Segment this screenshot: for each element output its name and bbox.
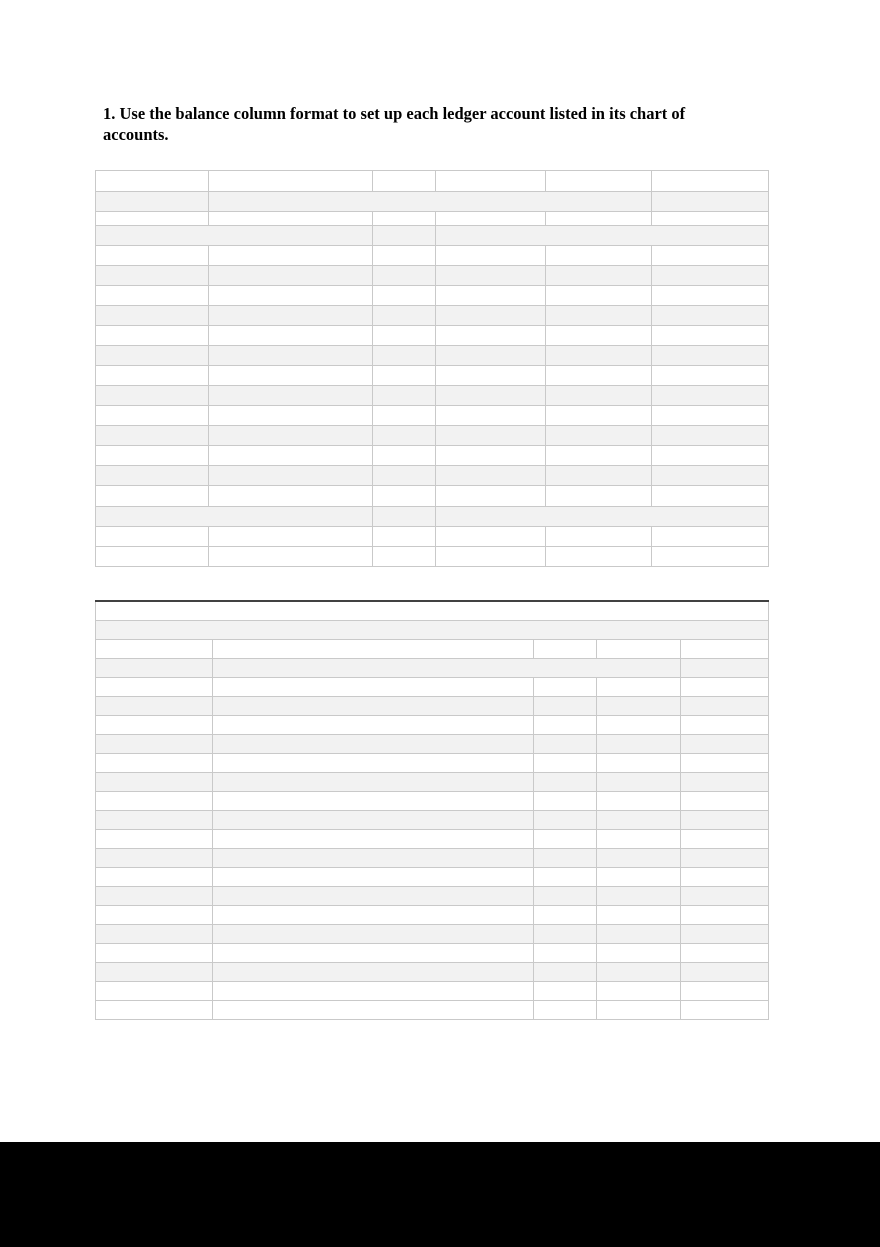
journal-cell [681,849,769,868]
cell [652,212,769,226]
task-1-heading: 1. Use the balance column format to set up each ledger account listed in its chart of accounts. [103,104,686,144]
ledger-cell [209,286,373,306]
journal-cell [597,982,681,1001]
cell [373,226,436,246]
ledger-cell [209,326,373,346]
column-header [652,527,769,547]
ledger-cell [436,326,546,346]
ledger-cell [209,426,373,446]
ledger-title-row [96,192,769,212]
ledger-cell [546,306,652,326]
cell [209,486,373,507]
journal-cell [681,811,769,830]
ledger-cell [546,426,652,446]
ledger-cell [546,406,652,426]
cell [373,486,436,507]
column-header [213,678,534,697]
journal-cell [534,811,597,830]
journal-cell [597,849,681,868]
cell [681,640,769,659]
cell [209,212,373,226]
column-header [597,678,681,697]
ledger-cell [209,386,373,406]
journal-cell [681,944,769,963]
journal-cell [213,849,534,868]
journal-cell [534,925,597,944]
cell [436,212,546,226]
journal-cell [213,830,534,849]
cell [546,171,652,192]
journal-cell [96,830,213,849]
ledger-cell [436,306,546,326]
journal-cell [681,906,769,925]
journal-data-row [96,963,769,982]
journal-cell [534,697,597,716]
journal-cell [534,849,597,868]
ledger-cell [652,446,769,466]
journal-data-row [96,697,769,716]
journal-cell [96,887,213,906]
ledger-cell [96,306,209,326]
journal-data-row [96,735,769,754]
column-header [96,527,209,547]
cell [209,466,373,486]
journal-cell [213,982,534,1001]
blank-row [96,466,769,486]
account-title-row [96,507,769,527]
journal-cell [681,792,769,811]
journal-data-row [96,754,769,773]
journal-cell [597,925,681,944]
journal-cell [213,773,534,792]
ledger-cell [373,547,436,567]
ledger-cell [96,386,209,406]
letterbox-bar [0,1142,880,1247]
ledger-cell [546,386,652,406]
ledger-cell [373,266,436,286]
cell [681,659,769,678]
journal-cell [96,925,213,944]
journal-cell [597,906,681,925]
ledger-cell [96,446,209,466]
column-header [96,246,209,266]
journal-cell [96,982,213,1001]
ledger-data-row [96,446,769,466]
ledger-data-row [96,426,769,446]
journal-data-row [96,811,769,830]
cell [546,212,652,226]
blank-row [96,171,769,192]
balance-ledger-table [95,170,769,567]
column-header [546,527,652,547]
ledger-cell [373,406,436,426]
column-header [436,527,546,547]
cell [213,1001,534,1020]
ledger-cell [652,406,769,426]
cell [96,212,209,226]
ledger-cell [546,286,652,306]
column-header-row [96,678,769,697]
column-header [436,246,546,266]
cell [534,1001,597,1020]
journal-data-row [96,868,769,887]
journal-cell [96,849,213,868]
journal-cell [96,944,213,963]
blank-row [96,640,769,659]
ledger-cell [96,346,209,366]
journal-cell [597,830,681,849]
ledger-cell [546,547,652,567]
cell [436,466,546,486]
account-name [96,507,373,527]
ledger-cell [373,446,436,466]
ledger-cell [373,366,436,386]
cell [373,466,436,486]
ledger-cell [96,366,209,386]
column-header [652,246,769,266]
general-journal-body [96,601,769,1020]
journal-cell [681,697,769,716]
ledger-cell [209,346,373,366]
column-header [546,246,652,266]
cell [96,466,209,486]
task-2-heading-line-1 [96,601,769,621]
journal-cell [681,735,769,754]
journal-cell [681,982,769,1001]
ledger-cell [546,446,652,466]
journal-cell [597,887,681,906]
journal-data-row [96,773,769,792]
ledger-data-row [96,406,769,426]
ledger-cell [209,306,373,326]
ledger-cell [436,547,546,567]
journal-cell [534,963,597,982]
journal-cell [534,735,597,754]
ledger-cell [652,366,769,386]
ledger-cell [436,286,546,306]
ledger-cell [652,326,769,346]
ledger-cell [209,366,373,386]
journal-data-row [96,792,769,811]
journal-cell [534,982,597,1001]
journal-cell [681,963,769,982]
journal-cell [534,773,597,792]
journal-cell [96,811,213,830]
cell [681,1001,769,1020]
journal-cell [534,944,597,963]
cell [373,171,436,192]
journal-cell [213,887,534,906]
journal-data-row [96,849,769,868]
cell [209,171,373,192]
ledger-cell [373,386,436,406]
ledger-cell [436,366,546,386]
journal-data-row [96,887,769,906]
journal-data-row [96,906,769,925]
ledger-data-row [96,346,769,366]
journal-title [213,659,681,678]
journal-cell [597,944,681,963]
journal-cell [96,868,213,887]
journal-cell [213,697,534,716]
journal-cell [681,773,769,792]
column-header [534,678,597,697]
column-header [681,678,769,697]
ledger-cell [652,306,769,326]
column-header-row [96,527,769,547]
journal-data-row [96,716,769,735]
journal-cell [597,716,681,735]
blank-row [96,1001,769,1020]
cell [96,486,209,507]
cell [652,171,769,192]
journal-cell [681,754,769,773]
column-header-row [96,246,769,266]
journal-cell [681,925,769,944]
journal-cell [96,735,213,754]
journal-data-row [96,944,769,963]
ledger-data-row [96,326,769,346]
ledger-data-row [96,366,769,386]
account-title-row [96,226,769,246]
journal-cell [213,811,534,830]
journal-cell [681,830,769,849]
journal-cell [597,735,681,754]
ledger-cell [652,547,769,567]
column-header [209,527,373,547]
ledger-cell [436,346,546,366]
balance-ledger-body [96,171,769,567]
ledger-cell [373,286,436,306]
cell [213,640,534,659]
ledger-cell [546,366,652,386]
journal-cell [96,792,213,811]
ledger-cell [96,286,209,306]
ledger-cell [209,266,373,286]
ledger-cell [652,426,769,446]
journal-cell [213,906,534,925]
journal-cell [213,868,534,887]
journal-cell [597,754,681,773]
cell [96,171,209,192]
column-header [373,246,436,266]
ledger-cell [546,346,652,366]
journal-cell [534,792,597,811]
ledger-data-row [96,547,769,567]
account-number [436,507,769,527]
journal-cell [213,944,534,963]
ledger-cell [373,326,436,346]
cell [96,659,213,678]
ledger-cell [436,386,546,406]
cell [96,640,213,659]
cell [96,192,209,212]
journal-cell [534,868,597,887]
journal-cell [534,906,597,925]
ledger-cell [96,426,209,446]
journal-cell [681,716,769,735]
ledger-data-row [96,266,769,286]
ledger-cell [546,266,652,286]
ledger-data-row [96,286,769,306]
journal-cell [597,697,681,716]
ledger-cell [96,547,209,567]
ledger-cell [652,266,769,286]
column-header [373,527,436,547]
journal-cell [96,906,213,925]
journal-data-row [96,925,769,944]
journal-cell [96,963,213,982]
ledger-cell [436,266,546,286]
ledger-cell [96,326,209,346]
journal-cell [96,716,213,735]
journal-cell [597,773,681,792]
cell [436,171,546,192]
cell [652,192,769,212]
journal-cell [213,716,534,735]
journal-cell [597,792,681,811]
ledger-cell [436,426,546,446]
journal-cell [96,773,213,792]
cell [597,640,681,659]
journal-cell [213,754,534,773]
journal-cell [597,963,681,982]
journal-cell [534,754,597,773]
task-2-heading-line-2 [96,621,769,640]
task-2-heading-text [96,621,769,640]
journal-cell [96,754,213,773]
column-header [96,678,213,697]
column-header [209,246,373,266]
journal-cell [534,830,597,849]
account-name [96,226,373,246]
journal-cell [213,735,534,754]
ledger-cell [209,406,373,426]
account-number [436,226,769,246]
blank-row [96,212,769,226]
cell [597,1001,681,1020]
ledger-title [209,192,652,212]
journal-title-row [96,659,769,678]
cell [546,466,652,486]
journal-data-row [96,982,769,1001]
ledger-cell [96,406,209,426]
ledger-cell [652,346,769,366]
general-journal-table [95,600,769,1020]
journal-cell [213,792,534,811]
journal-cell [534,887,597,906]
ledger-cell [652,386,769,406]
cell [96,1001,213,1020]
ledger-cell [96,266,209,286]
ledger-data-row [96,306,769,326]
journal-cell [96,697,213,716]
cell [373,212,436,226]
ledger-cell [209,446,373,466]
journal-cell [213,963,534,982]
cell [652,466,769,486]
cell [436,486,546,507]
task-2-heading-text [96,601,769,621]
ledger-cell [546,326,652,346]
journal-cell [213,925,534,944]
journal-cell [597,868,681,887]
journal-cell [597,811,681,830]
ledger-cell [436,446,546,466]
journal-cell [534,716,597,735]
cell [534,640,597,659]
ledger-data-row [96,386,769,406]
cell [652,486,769,507]
cell [373,507,436,527]
ledger-cell [373,306,436,326]
ledger-cell [209,547,373,567]
journal-data-row [96,830,769,849]
cell [546,486,652,507]
ledger-cell [436,406,546,426]
journal-cell [681,887,769,906]
ledger-cell [652,286,769,306]
blank-row [96,486,769,507]
journal-cell [681,868,769,887]
ledger-cell [373,426,436,446]
ledger-cell [373,346,436,366]
